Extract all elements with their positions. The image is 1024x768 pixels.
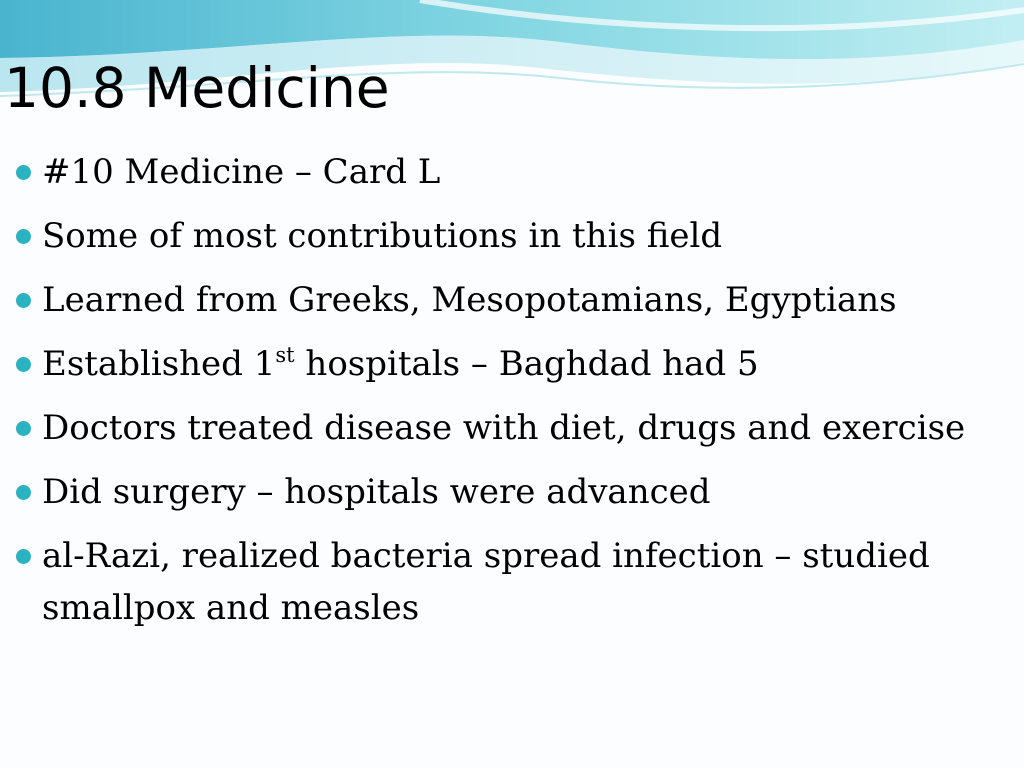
bullet-text: #10 Medicine – Card L bbox=[42, 152, 441, 192]
bullet-item bbox=[0, 210, 1024, 262]
bullet-icon bbox=[16, 421, 31, 436]
bullet-text: Learned from Greeks, Mesopotamians, Egyptians bbox=[42, 280, 897, 320]
bullet-icon bbox=[16, 357, 31, 372]
bullet-item bbox=[0, 146, 1024, 198]
bullet-item bbox=[0, 466, 1024, 518]
bullet-text-before: Established 1 bbox=[42, 344, 276, 384]
bullet-icon bbox=[16, 293, 31, 308]
bullet-text: Some of most contributions in this field bbox=[42, 216, 723, 256]
bullet-superscript: st bbox=[275, 343, 295, 367]
bullet-text: Doctors treated disease with diet, drugs and exercise bbox=[42, 408, 966, 448]
bullet-text: al-Razi, realized bacteria spread infection – studied smallpox and measles bbox=[42, 536, 930, 628]
bullet-icon bbox=[16, 229, 31, 244]
bullet-text-after: hospitals – Baghdad had 5 bbox=[294, 344, 759, 384]
bullet-icon bbox=[16, 549, 31, 564]
bullet-item bbox=[0, 338, 1024, 390]
bullet-icon bbox=[16, 485, 31, 500]
bullet-icon bbox=[16, 165, 31, 180]
bullet-item bbox=[0, 402, 1024, 454]
bullet-text: Did surgery – hospitals were advanced bbox=[42, 472, 711, 512]
slide-title: 10.8 Medicine bbox=[4, 56, 390, 120]
bullet-item bbox=[0, 274, 1024, 326]
bullet-list bbox=[0, 146, 1024, 646]
bullet-item bbox=[0, 530, 1024, 634]
